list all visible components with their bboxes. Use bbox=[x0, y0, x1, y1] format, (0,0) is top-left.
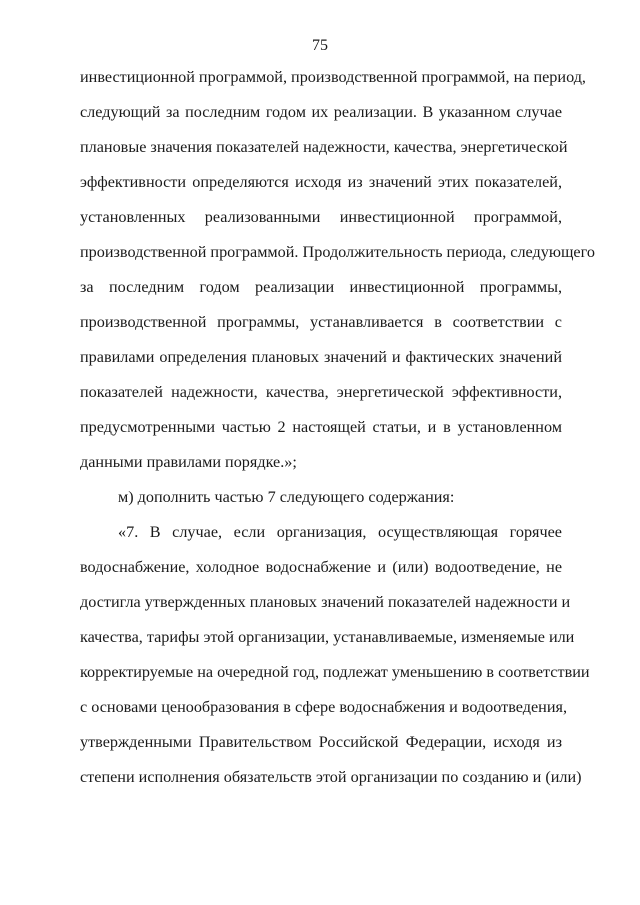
text-line: качества, тарифы этой организации, устанавливаемые, изменяемые или bbox=[80, 628, 575, 646]
text-line: предусмотренными частью 2 настоящей статьи, и в установленном bbox=[80, 418, 562, 436]
text-line: установленных реализованными инвестиционной программой, bbox=[80, 208, 562, 226]
text-line: за последним годом реализации инвестиционной программы, bbox=[80, 278, 562, 296]
text-line: степени исполнения обязательств этой организации по созданию и (или) bbox=[80, 768, 582, 786]
text-line: данными правилами порядке.»; bbox=[80, 453, 297, 471]
text-line: «7. В случае, если организация, осуществляющая горячее bbox=[118, 523, 562, 541]
page-number: 75 bbox=[312, 37, 328, 54]
text-line: производственной программой. Продолжительность периода, следующего bbox=[80, 243, 595, 261]
text-line: м) дополнить частью 7 следующего содержания: bbox=[118, 488, 455, 506]
text-line: показателей надежности, качества, энергетической эффективности, bbox=[80, 383, 562, 401]
text-line: утвержденными Правительством Российской Федерации, исходя из bbox=[80, 733, 562, 751]
text-line: корректируемые на очередной год, подлежат уменьшению в соответствии bbox=[80, 663, 590, 681]
text-line: производственной программы, устанавливается в соответствии с bbox=[80, 313, 562, 331]
text-line: правилами определения плановых значений и фактических значений bbox=[80, 348, 562, 366]
text-line: эффективности определяются исходя из значений этих показателей, bbox=[80, 173, 562, 191]
text-line: с основами ценообразования в сфере водоснабжения и водоотведения, bbox=[80, 698, 567, 716]
text-line: следующий за последним годом их реализации. В указанном случае bbox=[80, 103, 562, 121]
text-line: инвестиционной программой, производственной программой, на период, bbox=[80, 68, 586, 86]
text-line: водоснабжение, холодное водоснабжение и (или) водоотведение, не bbox=[80, 558, 562, 576]
text-line: плановые значения показателей надежности, качества, энергетической bbox=[80, 138, 568, 156]
text-line: достигла утвержденных плановых значений показателей надежности и bbox=[80, 593, 571, 611]
